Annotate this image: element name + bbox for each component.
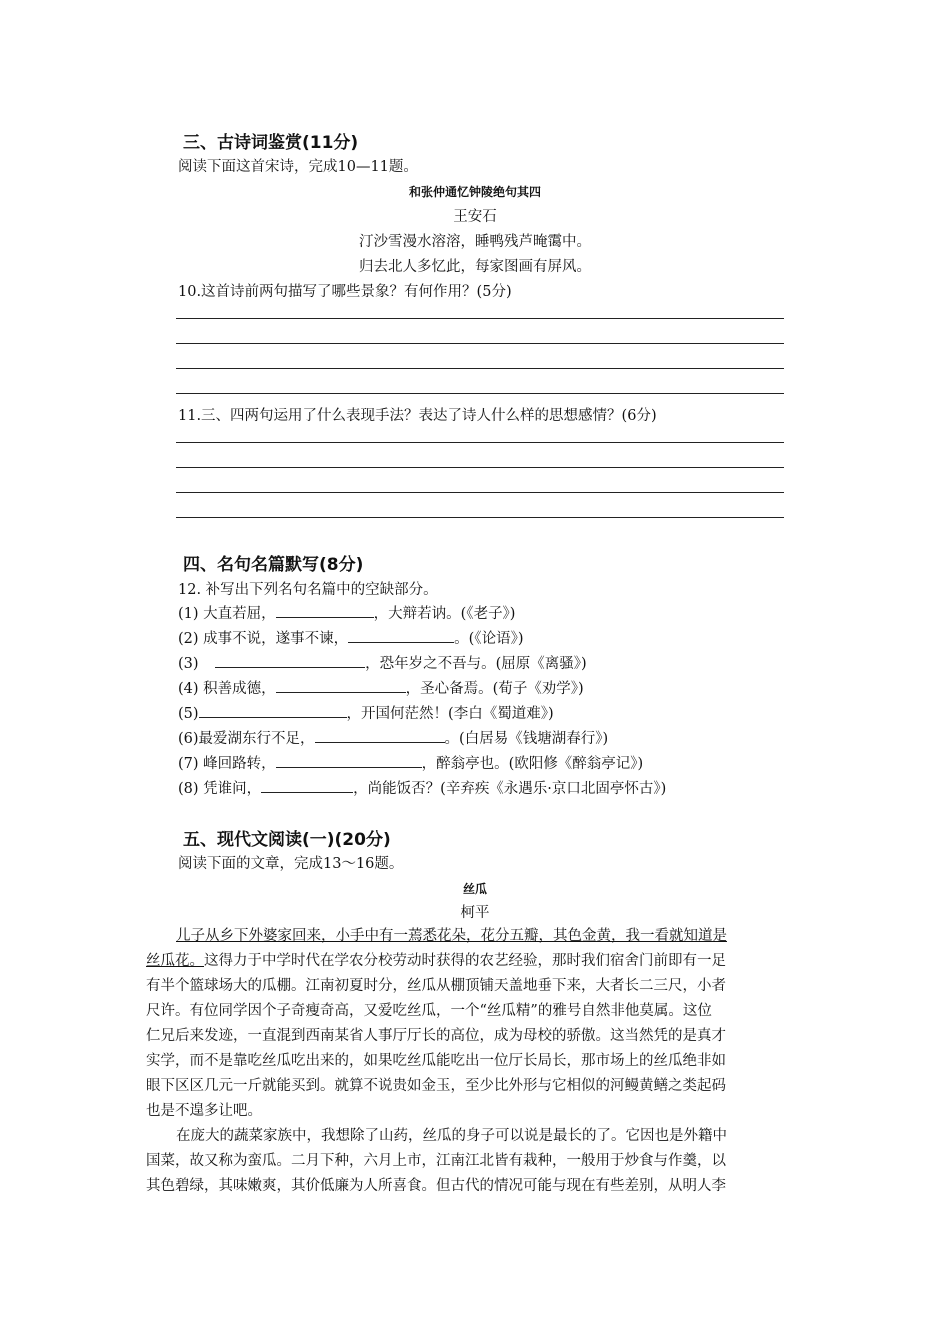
section4-heading: 四、名句名篇默写(8分) [183, 555, 364, 575]
blank-field[interactable] [215, 655, 365, 668]
paragraph-line: 尺许。有位同学因个子奇瘦奇高，又爱吃丝瓜，一个“丝瓜精”的雅号自然非他莫属。这位 [146, 1003, 712, 1019]
question-10: 10.这首诗前两句描写了哪些景象？有何作用？(5分) [178, 284, 512, 300]
section3-instruction: 阅读下面这首宋诗，完成10—11题。 [178, 159, 418, 175]
article-author: 柯平 [460, 905, 490, 921]
recitation-item-8 [178, 777, 666, 798]
paragraph-line: 仁兄后来发迹，一直混到西南某省人事厅厅长的高位，成为母校的骄傲。这当然凭的是真才 [146, 1028, 726, 1044]
blank-field[interactable] [276, 755, 422, 768]
item-prefix: (3) [178, 656, 204, 672]
blank-field[interactable] [276, 605, 374, 618]
paragraph-line: 实学，而不是靠吃丝瓜吃出来的，如果吃丝瓜能吃出一位厅长局长，那市场上的丝瓜绝非如 [146, 1053, 726, 1069]
item-suffix: 。(《论语》) [454, 631, 524, 647]
recitation-item-7 [178, 752, 643, 773]
item-suffix: ，醉翁亭也。(欧阳修《醉翁亭记》) [421, 756, 644, 772]
section5-instruction: 阅读下面的文章，完成13～16题。 [178, 856, 404, 872]
answer-line[interactable] [176, 467, 784, 468]
article-title: 丝瓜 [462, 882, 487, 896]
recitation-item-4 [178, 677, 584, 698]
paragraph-line: 国菜，故又称为蛮瓜。二月下种，六月上市，江南江北皆有栽种，一般用于炒食与作羹，以 [146, 1153, 726, 1169]
blank-field[interactable] [199, 705, 347, 718]
section5-heading: 五、现代文阅读(一)(20分) [183, 830, 391, 850]
poem-line-1: 汀沙雪漫水溶溶，睡鸭残芦晻霭中。 [359, 234, 591, 250]
blank-field[interactable] [348, 630, 454, 643]
answer-line[interactable] [176, 442, 784, 443]
answer-line[interactable] [176, 393, 784, 394]
item-prefix: (2) 成事不说，遂事不谏， [178, 631, 349, 647]
item-prefix: (7) 峰回路转， [178, 756, 276, 772]
article-paragraph-2 [146, 1124, 808, 1199]
answer-line[interactable] [176, 492, 784, 493]
item-suffix: ，开国何茫然！(李白《蜀道难》) [346, 706, 554, 722]
question-12: 12. 补写出下列名句名篇中的空缺部分。 [178, 582, 438, 598]
paragraph-text: 这得力于中学时代在学农分校劳动时获得的农艺经验，那时我们宿舍门前即有一足 [204, 953, 726, 969]
blank-field[interactable] [261, 780, 353, 793]
item-suffix: ，圣心备焉。(荀子《劝学》) [405, 681, 584, 697]
item-suffix: 。(白居易《钱塘湖春行》) [444, 731, 609, 747]
recitation-item-3 [178, 652, 587, 673]
answer-line[interactable] [176, 517, 784, 518]
answer-line[interactable] [176, 368, 784, 369]
paragraph-line: 有半个篮球场大的瓜棚。江南初夏时分，丝瓜从棚顶铺天盖地垂下来，大者长二三尺，小者 [146, 978, 726, 994]
item-suffix: ，恐年岁之不吾与。(屈原《离骚》) [365, 656, 587, 672]
poem-line-2: 归去北人多忆此，每家图画有屏风。 [359, 259, 591, 275]
article-paragraph-1 [146, 924, 808, 1124]
paragraph-line: 眼下区区几元一斤就能买到。就算不说贵如金玉，至少比外形与它相似的河鳗黄鳝之类起码 [146, 1078, 726, 1094]
item-prefix: (5) [178, 706, 199, 722]
recitation-item-1 [178, 602, 515, 623]
item-suffix: ，大辩若讷。(《老子》) [373, 606, 516, 622]
paragraph-line: 其色碧绿，其味嫩爽，其价低廉为人所喜食。但古代的情况可能与现在有些差别，从明人李 [146, 1178, 726, 1194]
recitation-item-5 [178, 702, 554, 723]
item-suffix: ，尚能饭否？(辛弃疾《永遇乐·京口北固亭怀古》) [353, 781, 667, 797]
answer-line[interactable] [176, 318, 784, 319]
poem-title: 和张仲通忆钟陵绝句其四 [408, 185, 541, 199]
item-prefix: (6)最爱湖东行不足， [178, 731, 315, 747]
item-prefix: (8) 凭谁问， [178, 781, 262, 797]
blank-field[interactable] [315, 730, 445, 743]
underlined-text: 儿子从乡下外婆家回来，小手中有一蔫悉花朵，花分五瓣，其色金黄，我一看就知道是 [176, 928, 727, 944]
paragraph-line: 也是不遑多让吧。 [146, 1103, 262, 1119]
item-prefix: (1) 大直若屈， [178, 606, 276, 622]
blank-field[interactable] [276, 680, 406, 693]
recitation-item-2 [178, 627, 523, 648]
recitation-item-6 [178, 727, 608, 748]
question-11: 11.三、四两句运用了什么表现手法？表达了诗人什么样的思想感情？(6分) [178, 408, 657, 424]
underlined-text: 丝瓜花。 [146, 953, 204, 969]
section3-heading: 三、古诗词鉴赏(11分) [183, 133, 359, 153]
paragraph-line: 在庞大的蔬菜家族中，我想除了山药，丝瓜的身子可以说是最长的了。它因也是外籍中 [176, 1128, 727, 1144]
item-prefix: (4) 积善成德， [178, 681, 276, 697]
answer-line[interactable] [176, 343, 784, 344]
poem-author: 王安石 [453, 209, 497, 225]
